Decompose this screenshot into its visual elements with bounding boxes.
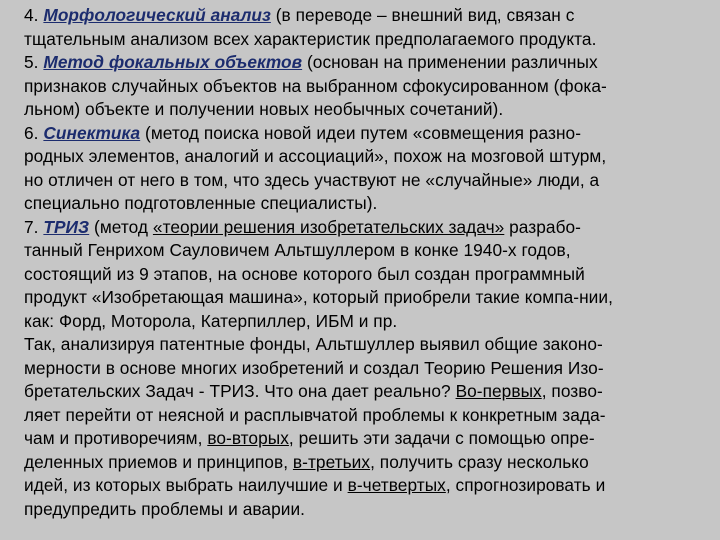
conclusion-second: во-вторых bbox=[207, 428, 289, 448]
item-4-number: 4. bbox=[24, 5, 44, 25]
item-5-line-2: признаков случайных объектов на выбранном сфокусированном (фока- bbox=[24, 75, 607, 96]
conclusion-line-4: ляет перейти от неясной и расплывчатой проблемы к конкретным зада- bbox=[24, 404, 606, 425]
conclusion-line-3-post: , позво- bbox=[541, 381, 603, 401]
conclusion-line-1: Так, анализируя патентные фонды, Альтшуллер выявил общие законо- bbox=[24, 334, 603, 354]
term-focal-objects-method: Метод фокальных объектов bbox=[43, 52, 303, 72]
conclusion-line-7 bbox=[24, 474, 714, 498]
item-7-line-4: продукт «Изобретающая машина», который приобрели такие компа-нии, bbox=[24, 287, 613, 307]
conclusion-line-7-post: , спрогнозировать и bbox=[445, 475, 606, 495]
item-6-line-1 bbox=[24, 122, 714, 146]
item-5-text: (основан на применении различных bbox=[302, 52, 598, 72]
conclusion-line-3 bbox=[24, 380, 714, 404]
conclusion-line-8: предупредить проблемы и аварии. bbox=[24, 498, 306, 519]
conclusion-line-7-pre: идей, из которых выбрать наилучшие и bbox=[24, 475, 348, 495]
item-5-line-3: льном) объекте и получении новых необычных сочетаний). bbox=[24, 99, 504, 119]
conclusion-line-2: мерности в основе многих изобретений и создал Теорию Решения Изо- bbox=[24, 357, 604, 378]
conclusion-line-5 bbox=[24, 427, 714, 451]
item-4-text: (в переводе – внешний вид, связан с bbox=[270, 5, 575, 25]
conclusion-line-5-post: , решить эти задачи с помощью опре- bbox=[288, 428, 595, 448]
slide-body-text bbox=[24, 4, 714, 521]
item-7-line-3: состоящий из 9 этапов, на основе которого был создан программный bbox=[24, 263, 585, 284]
conclusion-line-6-post: , получить сразу несколько bbox=[370, 451, 589, 472]
conclusion-first: Во-первых bbox=[455, 381, 542, 401]
conclusion-line-6 bbox=[24, 451, 714, 475]
item-7-line-1 bbox=[24, 216, 714, 240]
item-7-line-5: как: Форд, Моторола, Катерпиллер, ИБМ и пр. bbox=[24, 310, 398, 331]
item-7-number: 7. bbox=[24, 216, 44, 237]
conclusion-line-3-pre: бретательских Задач - ТРИЗ. Что она дает реально? bbox=[24, 381, 456, 401]
term-synectics: Синектика bbox=[43, 122, 141, 143]
item-5-number: 5. bbox=[24, 52, 44, 72]
item-7-text-pre: (метод bbox=[89, 216, 153, 237]
term-morphological-analysis: Морфологический анализ bbox=[43, 5, 271, 25]
item-4-line-1 bbox=[24, 4, 714, 28]
conclusion-fourth: в-четвертых bbox=[347, 475, 446, 495]
item-6-line-2: родных элементов, аналогий и ассоциаций», похож на мозговой штурм, bbox=[24, 146, 607, 166]
conclusion-line-5-pre: чам и противоречиям, bbox=[24, 428, 208, 448]
item-6-line-3: но отличен от него в том, что здесь участвуют не «случайные» люди, а bbox=[24, 169, 600, 190]
item-7-text-end: разрабо- bbox=[504, 216, 581, 237]
conclusion-line-6-pre: деленных приемов и принципов, bbox=[24, 451, 293, 472]
term-triz: ТРИЗ bbox=[43, 216, 90, 237]
item-5-line-1 bbox=[24, 51, 714, 75]
item-4-line-2: тщательным анализом всех характеристик предполагаемого продукта. bbox=[24, 28, 597, 49]
item-6-text: (метод поиска новой идеи путем «совмещения разно- bbox=[140, 122, 582, 143]
item-7-quote: «теории решения изобретательских задач» bbox=[152, 216, 505, 237]
conclusion-third: в-третьих bbox=[292, 451, 371, 472]
item-7-line-2: танный Генрихом Сауловичем Альтшуллером в конке 1940-х годов, bbox=[24, 240, 571, 260]
item-6-number: 6. bbox=[24, 122, 44, 143]
item-6-line-4: специально подготовленные специалисты). bbox=[24, 193, 378, 213]
